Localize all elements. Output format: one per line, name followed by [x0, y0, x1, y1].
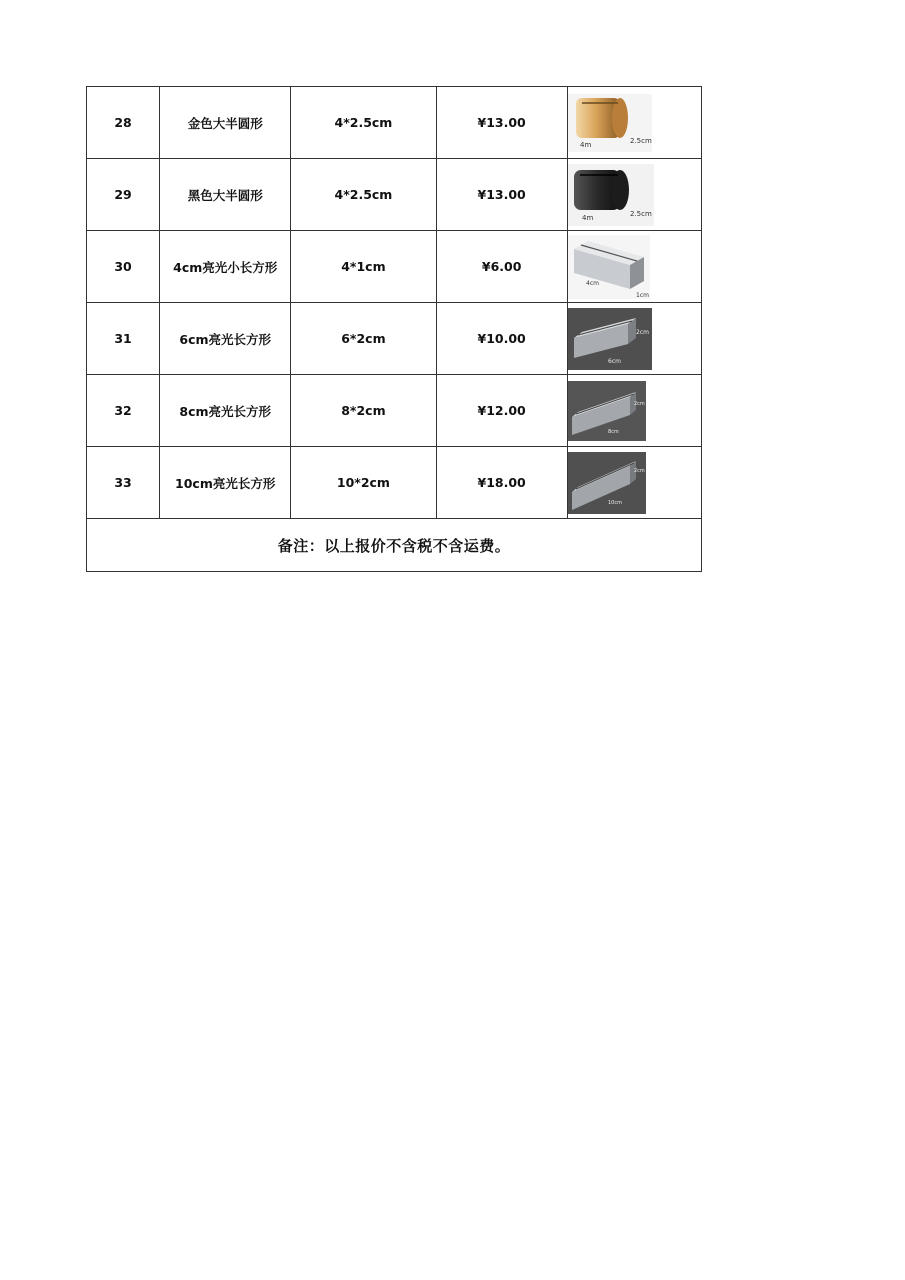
- image-label: 1cm: [635, 291, 649, 299]
- item-name: 4cm亮光小长方形: [160, 231, 291, 303]
- item-price: ¥10.00: [436, 303, 567, 375]
- item-price: ¥18.00: [436, 447, 567, 519]
- item-number: 33: [87, 447, 160, 519]
- item-number: 30: [87, 231, 160, 303]
- image-label: 2cm: [633, 467, 645, 474]
- item-name: 8cm亮光长方形: [160, 375, 291, 447]
- price-table: [86, 86, 702, 572]
- item-number: 29: [87, 159, 160, 231]
- image-label: 4cm: [585, 279, 599, 287]
- image-label: 4m: [579, 140, 592, 149]
- item-image-cell: [567, 447, 701, 519]
- item-name: 黑色大半圆形: [160, 159, 291, 231]
- 8cm-rectangle-holder-image: [568, 381, 701, 441]
- table-row: [87, 447, 702, 519]
- table-row: [87, 159, 702, 231]
- image-label: 10cm: [607, 499, 622, 506]
- item-image-cell: [567, 159, 701, 231]
- table-row: [87, 231, 702, 303]
- black-half-round-holder-image: [568, 164, 701, 226]
- image-label: 8cm: [607, 428, 619, 435]
- item-price: ¥6.00: [436, 231, 567, 303]
- item-name: 金色大半圆形: [160, 87, 291, 159]
- item-image-cell: [567, 87, 701, 159]
- image-label: 2.5cm: [629, 209, 652, 218]
- table-row: [87, 303, 702, 375]
- item-number: 32: [87, 375, 160, 447]
- image-label: 2cm: [635, 328, 649, 336]
- item-size: 4*2.5cm: [291, 159, 436, 231]
- item-price: ¥13.00: [436, 87, 567, 159]
- gold-half-round-holder-image: [568, 94, 701, 152]
- table-row: [87, 375, 702, 447]
- item-image-cell: [567, 303, 701, 375]
- item-name: 10cm亮光长方形: [160, 447, 291, 519]
- image-label: 6cm: [607, 357, 621, 365]
- item-number: 28: [87, 87, 160, 159]
- item-name: 6cm亮光长方形: [160, 303, 291, 375]
- item-size: 4*1cm: [291, 231, 436, 303]
- small-bright-rectangle-holder-image: [568, 235, 701, 299]
- 10cm-rectangle-holder-image: [568, 452, 701, 514]
- image-label: 4m: [581, 213, 594, 222]
- item-size: 6*2cm: [291, 303, 436, 375]
- image-label: 2.5cm: [629, 136, 652, 145]
- item-size: 4*2.5cm: [291, 87, 436, 159]
- table-row: [87, 87, 702, 159]
- item-price: ¥12.00: [436, 375, 567, 447]
- item-size: 8*2cm: [291, 375, 436, 447]
- 6cm-rectangle-holder-image: [568, 308, 701, 370]
- item-number: 31: [87, 303, 160, 375]
- image-label: 2cm: [633, 400, 645, 407]
- item-image-cell: [567, 231, 701, 303]
- note-row: [87, 519, 702, 572]
- item-price: ¥13.00: [436, 159, 567, 231]
- price-note: 备注：以上报价不含税不含运费。: [87, 519, 702, 572]
- item-size: 10*2cm: [291, 447, 436, 519]
- item-image-cell: [567, 375, 701, 447]
